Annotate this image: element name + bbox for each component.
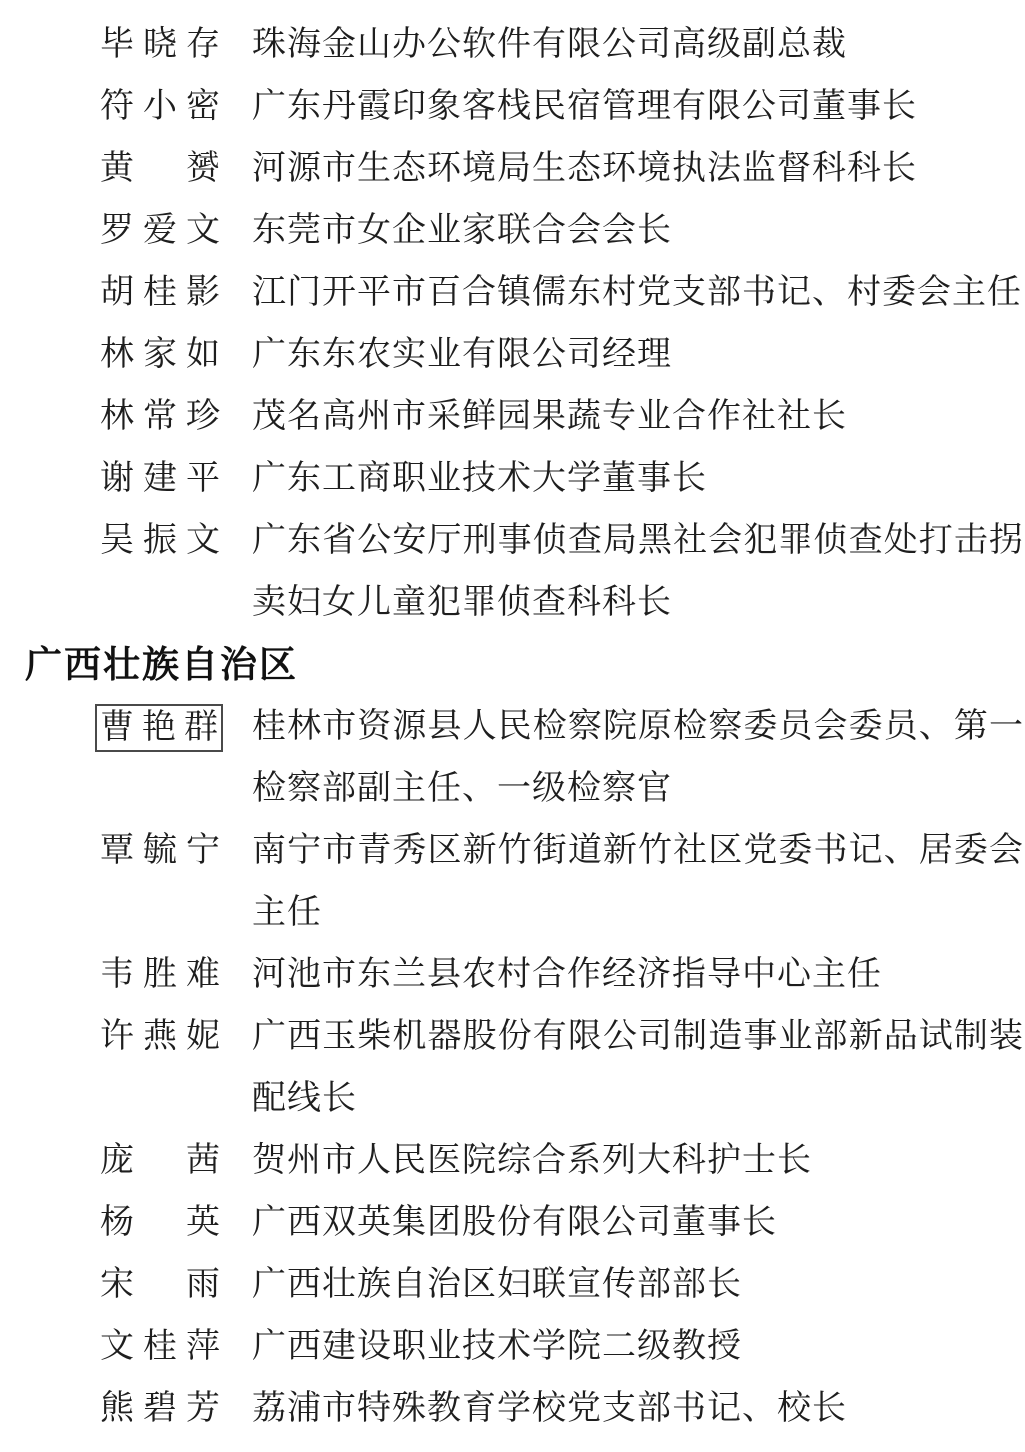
entry-title: 河池市东兰县农村合作经济指导中心主任 (252, 956, 882, 993)
entry-name: 文桂萍 (100, 1328, 220, 1365)
entry-row (0, 510, 1024, 634)
entry-name: 符小密 (100, 88, 220, 125)
entry-title: 广东工商职业技术大学董事长 (252, 460, 707, 497)
entry-title: 茂名高州市采鲜园果蔬专业合作社社长 (252, 398, 847, 435)
entry-title: 广东东农实业有限公司经理 (252, 336, 672, 373)
entry-name: 谢建平 (100, 460, 220, 497)
entry-row (0, 1378, 1024, 1440)
entry-name: 宋雨 (100, 1266, 220, 1303)
entry-name: 林家如 (100, 336, 220, 373)
entry-name: 庞茜 (100, 1142, 220, 1179)
entry-row (0, 386, 1024, 448)
document-body (0, 14, 1025, 1440)
entry-row (0, 76, 1024, 138)
entry-row (0, 1316, 1024, 1378)
entry-name: 林常珍 (100, 398, 220, 435)
entry-title: 东莞市女企业家联合会会长 (252, 212, 672, 249)
entry-row (0, 1254, 1024, 1316)
entry-title: 桂林市资源县人民检察院原检察委员会委员、第一检察部副主任、一级检察官 (252, 708, 1024, 807)
entry-title: 南宁市青秀区新竹街道新竹社区党委书记、居委会主任 (252, 832, 1024, 931)
entry-title: 广西建设职业技术学院二级教授 (252, 1328, 742, 1365)
entry-row (0, 262, 1024, 324)
entry-name: 胡桂影 (100, 274, 220, 311)
entry-row (0, 1006, 1024, 1130)
entry-row (0, 1192, 1024, 1254)
entry-title: 江门开平市百合镇儒东村党支部书记、村委会主任 (252, 274, 1022, 311)
entry-row (0, 1130, 1024, 1192)
entry-title: 广西双英集团股份有限公司董事长 (252, 1204, 777, 1241)
entry-row (0, 696, 1024, 820)
entry-name: 许燕妮 (100, 1018, 220, 1055)
entry-row (0, 324, 1024, 386)
entry-title: 广西壮族自治区妇联宣传部部长 (252, 1266, 742, 1303)
entry-name: 毕晓存 (100, 26, 220, 63)
entry-title: 珠海金山办公软件有限公司高级副总裁 (252, 26, 847, 63)
entry-row (0, 820, 1024, 944)
entry-row (0, 200, 1024, 262)
entry-title: 广东丹霞印象客栈民宿管理有限公司董事长 (252, 88, 917, 125)
entry-name: 熊碧芳 (100, 1390, 220, 1427)
entry-name-boxed: 曹艳群 (95, 704, 223, 752)
entry-row (0, 138, 1024, 200)
entry-name: 杨英 (100, 1204, 220, 1241)
entry-name: 覃毓宁 (100, 832, 220, 869)
entry-title: 贺州市人民医院综合系列大科护士长 (252, 1142, 812, 1179)
entry-row (0, 944, 1024, 1006)
entry-name: 黄赟 (100, 150, 220, 187)
entry-name: 吴振文 (100, 522, 220, 559)
entry-row (0, 14, 1024, 76)
entry-title: 荔浦市特殊教育学校党支部书记、校长 (252, 1390, 847, 1427)
entry-title: 河源市生态环境局生态环境执法监督科科长 (252, 150, 917, 187)
entry-row (0, 448, 1024, 510)
entry-title: 广西玉柴机器股份有限公司制造事业部新品试制装配线长 (252, 1018, 1024, 1117)
entry-name: 罗爱文 (100, 212, 220, 249)
entry-name: 韦胜难 (100, 956, 220, 993)
entry-title: 广东省公安厅刑事侦查局黑社会犯罪侦查处打击拐卖妇女儿童犯罪侦查科科长 (252, 522, 1024, 621)
section-header: 广西壮族自治区 (25, 644, 298, 685)
